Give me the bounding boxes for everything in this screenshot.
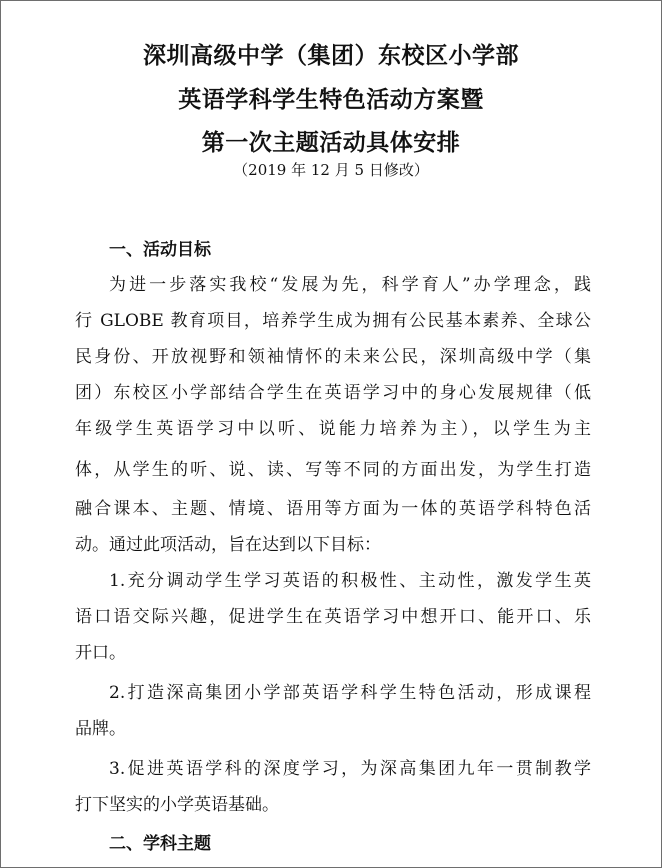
goal-3-line: 3.促进英语学科的深度学习，为深高集团九年一贯制教学: [109, 759, 591, 779]
paragraph-line: 体，从学生的听、说、读、写等不同的方面出发，为学生打造: [75, 460, 591, 480]
document-title-line-1: 深圳高级中学（集团）东校区小学部: [143, 42, 519, 69]
paragraph-line: 动。通过此项活动，旨在达到以下目标：: [75, 535, 381, 555]
goal-2-line: 品牌。: [75, 719, 126, 739]
paragraph-line: 行 GLOBE 教育项目，培养学生成为拥有公民基本素养、全球公: [75, 311, 591, 331]
document-title-line-3: 第一次主题活动具体安排: [201, 129, 461, 156]
section-2-heading: 二、学科主题: [109, 834, 211, 854]
document-title-line-2: 英语学科学生特色活动方案暨: [178, 86, 484, 113]
goal-1-line: 1.充分调动学生学习英语的积极性、主动性，激发学生英: [109, 571, 591, 591]
paragraph-line: 为进一步落实我校“发展为先，科学育人”办学理念，践: [109, 275, 591, 295]
paragraph-line: 年级学生英语学习中以听、说能力培养为主），以学生为主: [75, 419, 591, 439]
goal-1-line: 语口语交际兴趣，促进学生在英语学习中想开口、能开口、乐: [75, 607, 591, 627]
paragraph-line: 融合课本、主题、情境、语用等方面为一体的英语学科特色活: [75, 499, 591, 519]
goal-3-line: 打下坚实的小学英语基础。: [75, 795, 279, 815]
revision-date: （2019 年 12 月 5 日修改）: [233, 161, 429, 179]
paragraph-line: 民身份、开放视野和领袖情怀的未来公民，深圳高级中学（集: [75, 347, 591, 367]
section-1-heading: 一、活动目标: [109, 240, 211, 260]
goal-1-line: 开口。: [75, 643, 126, 663]
paragraph-line: 团）东校区小学部结合学生在英语学习中的身心发展规律（低: [75, 383, 591, 403]
goal-2-line: 2.打造深高集团小学部英语学科学生特色活动，形成课程: [109, 683, 591, 703]
